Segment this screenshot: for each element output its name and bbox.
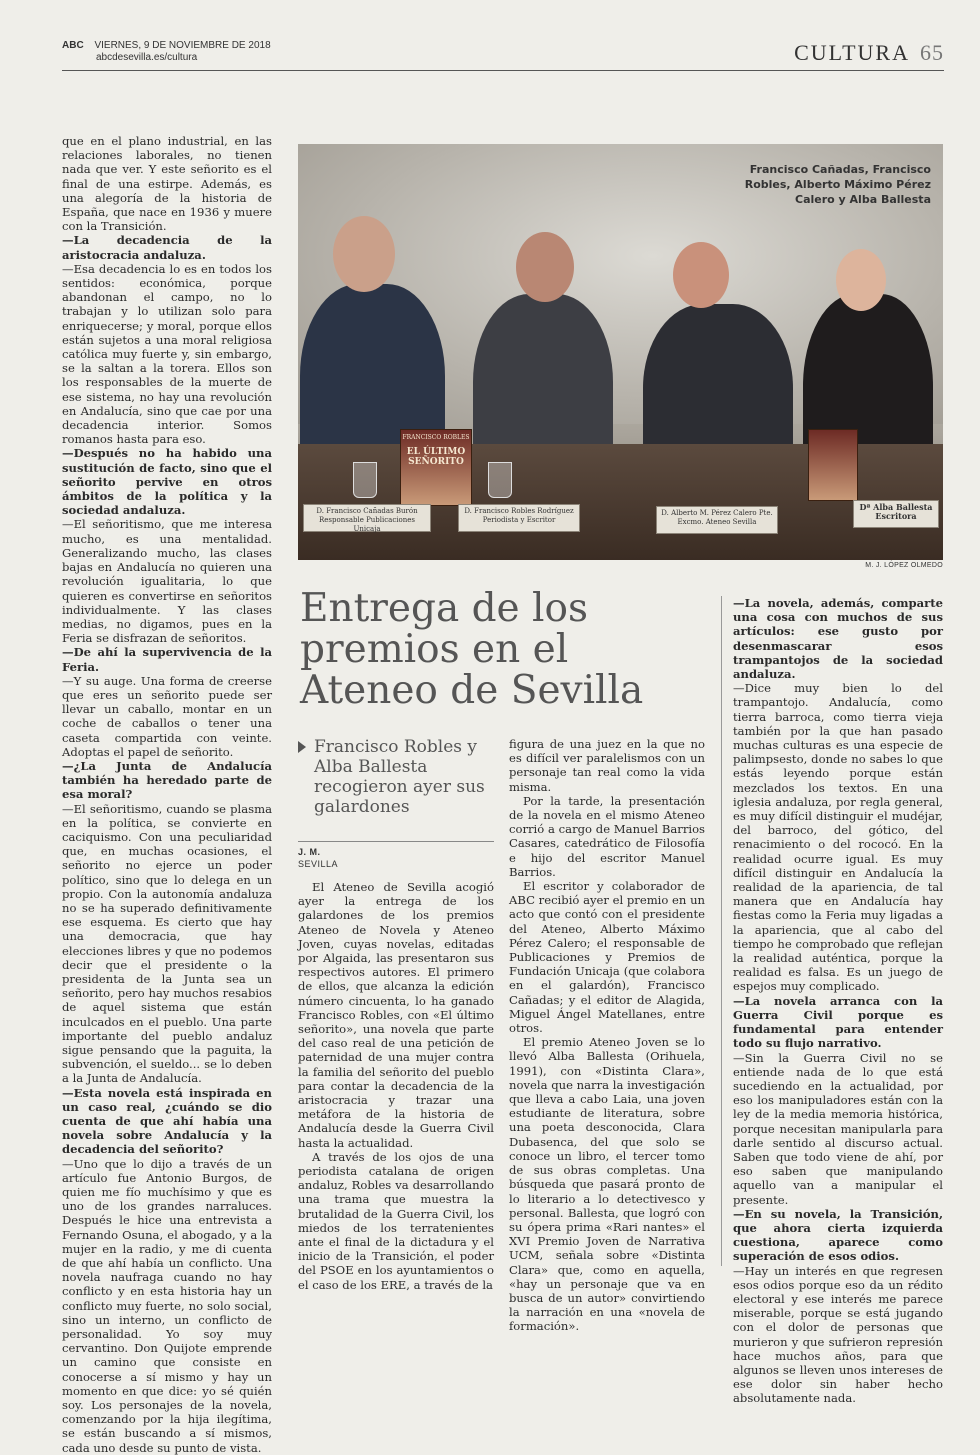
book-cover-left	[400, 429, 472, 506]
name-plaque-3: D. Alberto M. Pérez Calero Pte. Excmo. Ateneo Sevilla	[656, 506, 778, 534]
article-paragraph: El premio Ateneo Joven se lo llevó Alba Ballesta (Orihuela, 1991), con «Distinta Clara», novela que narra la investigación que lleva a cabo Laia, una joven estudiante de literatura, sobre una poeta desconocida, Clara Dubasenca, del que solo se conoce un libro, el tercer tomo de sus obras completas. Una búsqueda que pasará pronto de lo literario a lo detectivesco y personal. Ballesta, que logró con su ópera prima «Rari nantes» el XVI Premio Joven de Narrativa UCM, señala sobre «Distinta Clara» que, como en aquella, «hay un personaje que va en busca de un autor» convirtiendo la narración en una «novela de formación».	[509, 1035, 705, 1334]
book-title: EL ÚLTIMO SEÑORITO	[406, 447, 466, 467]
interview-question: —Después no ha habido una sustitución de facto, sino que el señorito pervive en otros ámbitos de la política y la sociedad andaluza.	[62, 446, 272, 518]
article-column-2	[509, 737, 705, 1334]
interview-answer: —Uno que lo dijo a través de un artículo fue Antonio Burgos, de quien me fío muchísimo y que es uno de los grandes narraluces. Después le hice una entrevista a Fernando Osuna, el abogado, y a la mujer en la radio, y me di cuenta de que ahí había un conflicto. Una novela naufraga cuando no hay conflicto y en esta historia hay un conflicto muy fuerte, no solo social, sino un interno, un conflicto de personalidad. Yo soy muy cervantino. Don Quijote emprende un camino que consiste en conocerse a sí mismo y hay un momento en que dice: yo sé quién soy. Los personajes de la novela, comenzando por la hija ilegítima, se están buscando a sí mismos, cada uno desde su punto de vista.	[62, 1156, 272, 1455]
page-number: 65	[920, 40, 944, 65]
dateline-location: SEVILLA	[298, 859, 339, 869]
article-paragraph: Por la tarde, la presentación de la novela en el mismo Ateneo corrió a cargo de Manuel Barrios Casares, catedrático de Filosofía e hijo del escritor Manuel Barrios.	[509, 793, 705, 879]
water-glass	[488, 462, 512, 498]
section-name: CULTURA	[794, 40, 910, 65]
interview-question: —La novela, además, comparte una cosa con muchos de sus artículos: ese gusto por desenmascarar esos trampantojos de la sociedad andaluza.	[733, 596, 943, 682]
article-paragraph: A través de los ojos de una periodista catalana de origen andaluz, Robles va desarrollando una trama que muestra la brutalidad de la Guerra Civil, los miedos de los terratenientes ante el final de la dictadura y el inicio de la Transición, el poder del PSOE en los ayuntamientos o el caso de los ERE, a través de la	[298, 1149, 494, 1292]
section-url: abcdesevilla.es/cultura	[96, 52, 198, 63]
award-ceremony-photo	[298, 144, 943, 560]
article-subhead	[298, 737, 494, 817]
person-head-1	[333, 216, 395, 292]
interview-answer: —Dice muy bien lo del trampantojo. Andalucía, como tierra barroca, como tierra vieja también por la que han pasado muchas culturas es una especie de palimpsesto, donde no sabes lo que estás leyendo porque están mezclados los textos. En una iglesia andaluza, por regla general, es muy difícil distinguir el mudéjar, del barroco, del gótico, del renacimiento o del rococó. En la realidad ocurre igual. Es muy difícil distinguir en Andalucía la realidad de la apariencia, de tal manera que en Andalucía hay fiestas como la Feria muy ligadas a la apariencia, que al cabo del tiempo he comprobado que reflejan la realidad auténtica, porque la realidad es falsa. Es un juego de espejos muy complicado.	[733, 681, 943, 994]
book-cover-right	[808, 429, 858, 501]
interview-column-right	[733, 596, 943, 1406]
page-header-left	[62, 40, 271, 64]
article-paragraph: El Ateneo de Sevilla acogió ayer la entrega de los galardones de los premios Ateneo de Novela y Ateneo Joven, cuyas novelas, editadas por Algaida, las presentaron sus respectivos autores. El primero de ellos, que alcanza la edición número cincuenta, lo ha ganado Francisco Robles, con «El último señorito», una novela que parte del caso real de una petición de paternidad de una mujer contra la familia del señorito del pueblo para contar la decadencia de la aristocracia y trazar una metáfora de la historia de Andalucía desde la Guerra Civil hasta la actualidad.	[298, 880, 494, 1150]
header-rule	[62, 70, 944, 71]
article-paragraph: figura de una juez en la que no es difícil ver paralelismos con un personaje tan real como la vida misma.	[509, 737, 705, 794]
person-head-3	[673, 242, 729, 308]
interview-question: —La novela arranca con la Guerra Civil porque es fundamental para entender todo su flujo narrativo.	[733, 993, 943, 1051]
interview-answer: —Sin la Guerra Civil no se entiende nada de lo que está sucediendo en la actualidad, por eso los manipuladores están con la ley de la media memoria histórica, porque necesitan manipularla para darle sentido al discurso actual. Saben que todo viene de ahí, por eso saben que manipulando aquello van a manipular el presente.	[733, 1050, 943, 1207]
subhead-text: Francisco Robles y Alba Ballesta recogieron ayer sus galardones	[314, 737, 485, 817]
issue-date: VIERNES, 9 DE NOVIEMBRE DE 2018	[94, 40, 271, 51]
interview-question: —La decadencia de la aristocracia andaluza.	[62, 233, 272, 262]
article-headline: Entrega de los premios en el Ateneo de Sevilla	[300, 586, 644, 713]
interview-answer: —Hay un interés en que regresen esos odios porque eso da un rédito electoral y ese interés me parece miserable, porque se está jugando con el dolor de personas que murieron y que sufrieron represión hace muchos años, para que algunos se lleven unos intereses de ese dolor sin haber hecho absolutamente nada.	[733, 1263, 943, 1406]
interview-question: —Esta novela está inspirada en un caso real, ¿cuándo se dio cuenta de que ahí había una novela sobre Andalucía y la decadencia del señorito?	[62, 1085, 272, 1157]
author-name: J. M.	[298, 847, 321, 857]
photo-credit: M. J. LÓPEZ OLMEDO	[865, 562, 943, 569]
interview-answer: que en el plano industrial, en las relaciones laborales, no tienen nada que ver. Y este señorito es el final de una estirpe. Además, es una alegoría de la historia de España, que nace en 1936 y muere con la Transición.	[62, 134, 272, 234]
interview-answer: —Y su auge. Una forma de creerse que eres un señorito puede ser llevar un caballo, montar en un coche de caballos o tener una caseta compartida con veinte. Adoptas el papel de señorito.	[62, 673, 272, 759]
column-divider	[721, 596, 722, 1266]
name-plaque-1: D. Francisco Cañadas Burón Responsable Publicaciones Unicaja	[303, 504, 431, 532]
person-head-2	[516, 232, 574, 302]
newspaper-name: ABC	[62, 40, 84, 51]
photo-caption: Francisco Cañadas, Francisco Robles, Alberto Máximo Pérez Calero y Alba Ballesta	[744, 163, 931, 206]
interview-answer: —Esa decadencia lo es en todos los sentidos: económica, porque abandonan el campo, no lo trabajan y lo utilizan solo para enriquecerse; y moral, porque ellos están sujetos a una moral religiosa católica muy fuerte y, sin embargo, se la saltan a la torera. Ellos son los responsables de la muerte de ese sistema, no hay una revolución en Andalucía, sino que cae por una decadencia interior. Somos romanos hasta para eso.	[62, 261, 272, 447]
interview-column-left	[62, 134, 272, 1455]
water-glass	[353, 462, 377, 498]
article-paragraph: El escritor y colaborador de ABC recibió ayer el premio en un acto que contó con el presidente del Ateneo, Alberto Máximo Pérez Calero; el responsable de Publicaciones y Premios de Fundación Unicaja (que colabora en el galardón), Francisco Cañadas; y el editor de Alagida, Miguel Ángel Matellanes, entre otros.	[509, 879, 706, 1036]
byline	[298, 841, 494, 870]
interview-question: —¿La Junta de Andalucía también ha heredado parte de esa moral?	[62, 758, 272, 802]
interview-answer: —El señoritismo, cuando se plasma en la política, se convierte en caciquismo. Con una peculiaridad que, en muchas ocasiones, el señorito no ejerce un poder político, sino que lo delega en un propio. Con la autonomía andaluza no se ha superado definitivamente ese esquema. Es cierto que hay una democracia, que hay elecciones libres y que no podemos decir que el presidente o la presidenta de la Junta sea un señorito, pero hay muchos resabios de aquel sistema que están inculcados en el pueblo. Una parte importante del pueblo andaluz sigue pensando que la paguita, la subvención, el sueldo... se lo deben a la Junta de Andalucía.	[62, 801, 272, 1086]
interview-answer: —El señoritismo, que me interesa mucho, es una mentalidad. Generalizando mucho, las clases bajas en Andalucía no quieren una revolución igualitaria, lo que quieren es convertirse en señoritos individualmente. Y las clases medias, no digamos, pues en la Feria se disfrazan de señoritos.	[62, 517, 272, 646]
person-head-4	[836, 249, 886, 311]
interview-question: —En su novela, la Transición, que ahora cierta izquierda cuestiona, aparece como superación de esos odios.	[733, 1206, 943, 1264]
book-author: FRANCISCO ROBLES	[402, 434, 470, 441]
byline-rule	[298, 841, 494, 842]
triangle-bullet-icon	[298, 741, 306, 753]
article-column-1	[298, 880, 494, 1292]
interview-question: —De ahí la supervivencia de la Feria.	[62, 645, 272, 674]
name-plaque-2: D. Francisco Robles Rodríguez Periodista y Escritor	[458, 504, 580, 532]
page-header-right	[794, 40, 944, 66]
name-plaque-4: Dª Alba Ballesta Escritora	[853, 500, 939, 528]
